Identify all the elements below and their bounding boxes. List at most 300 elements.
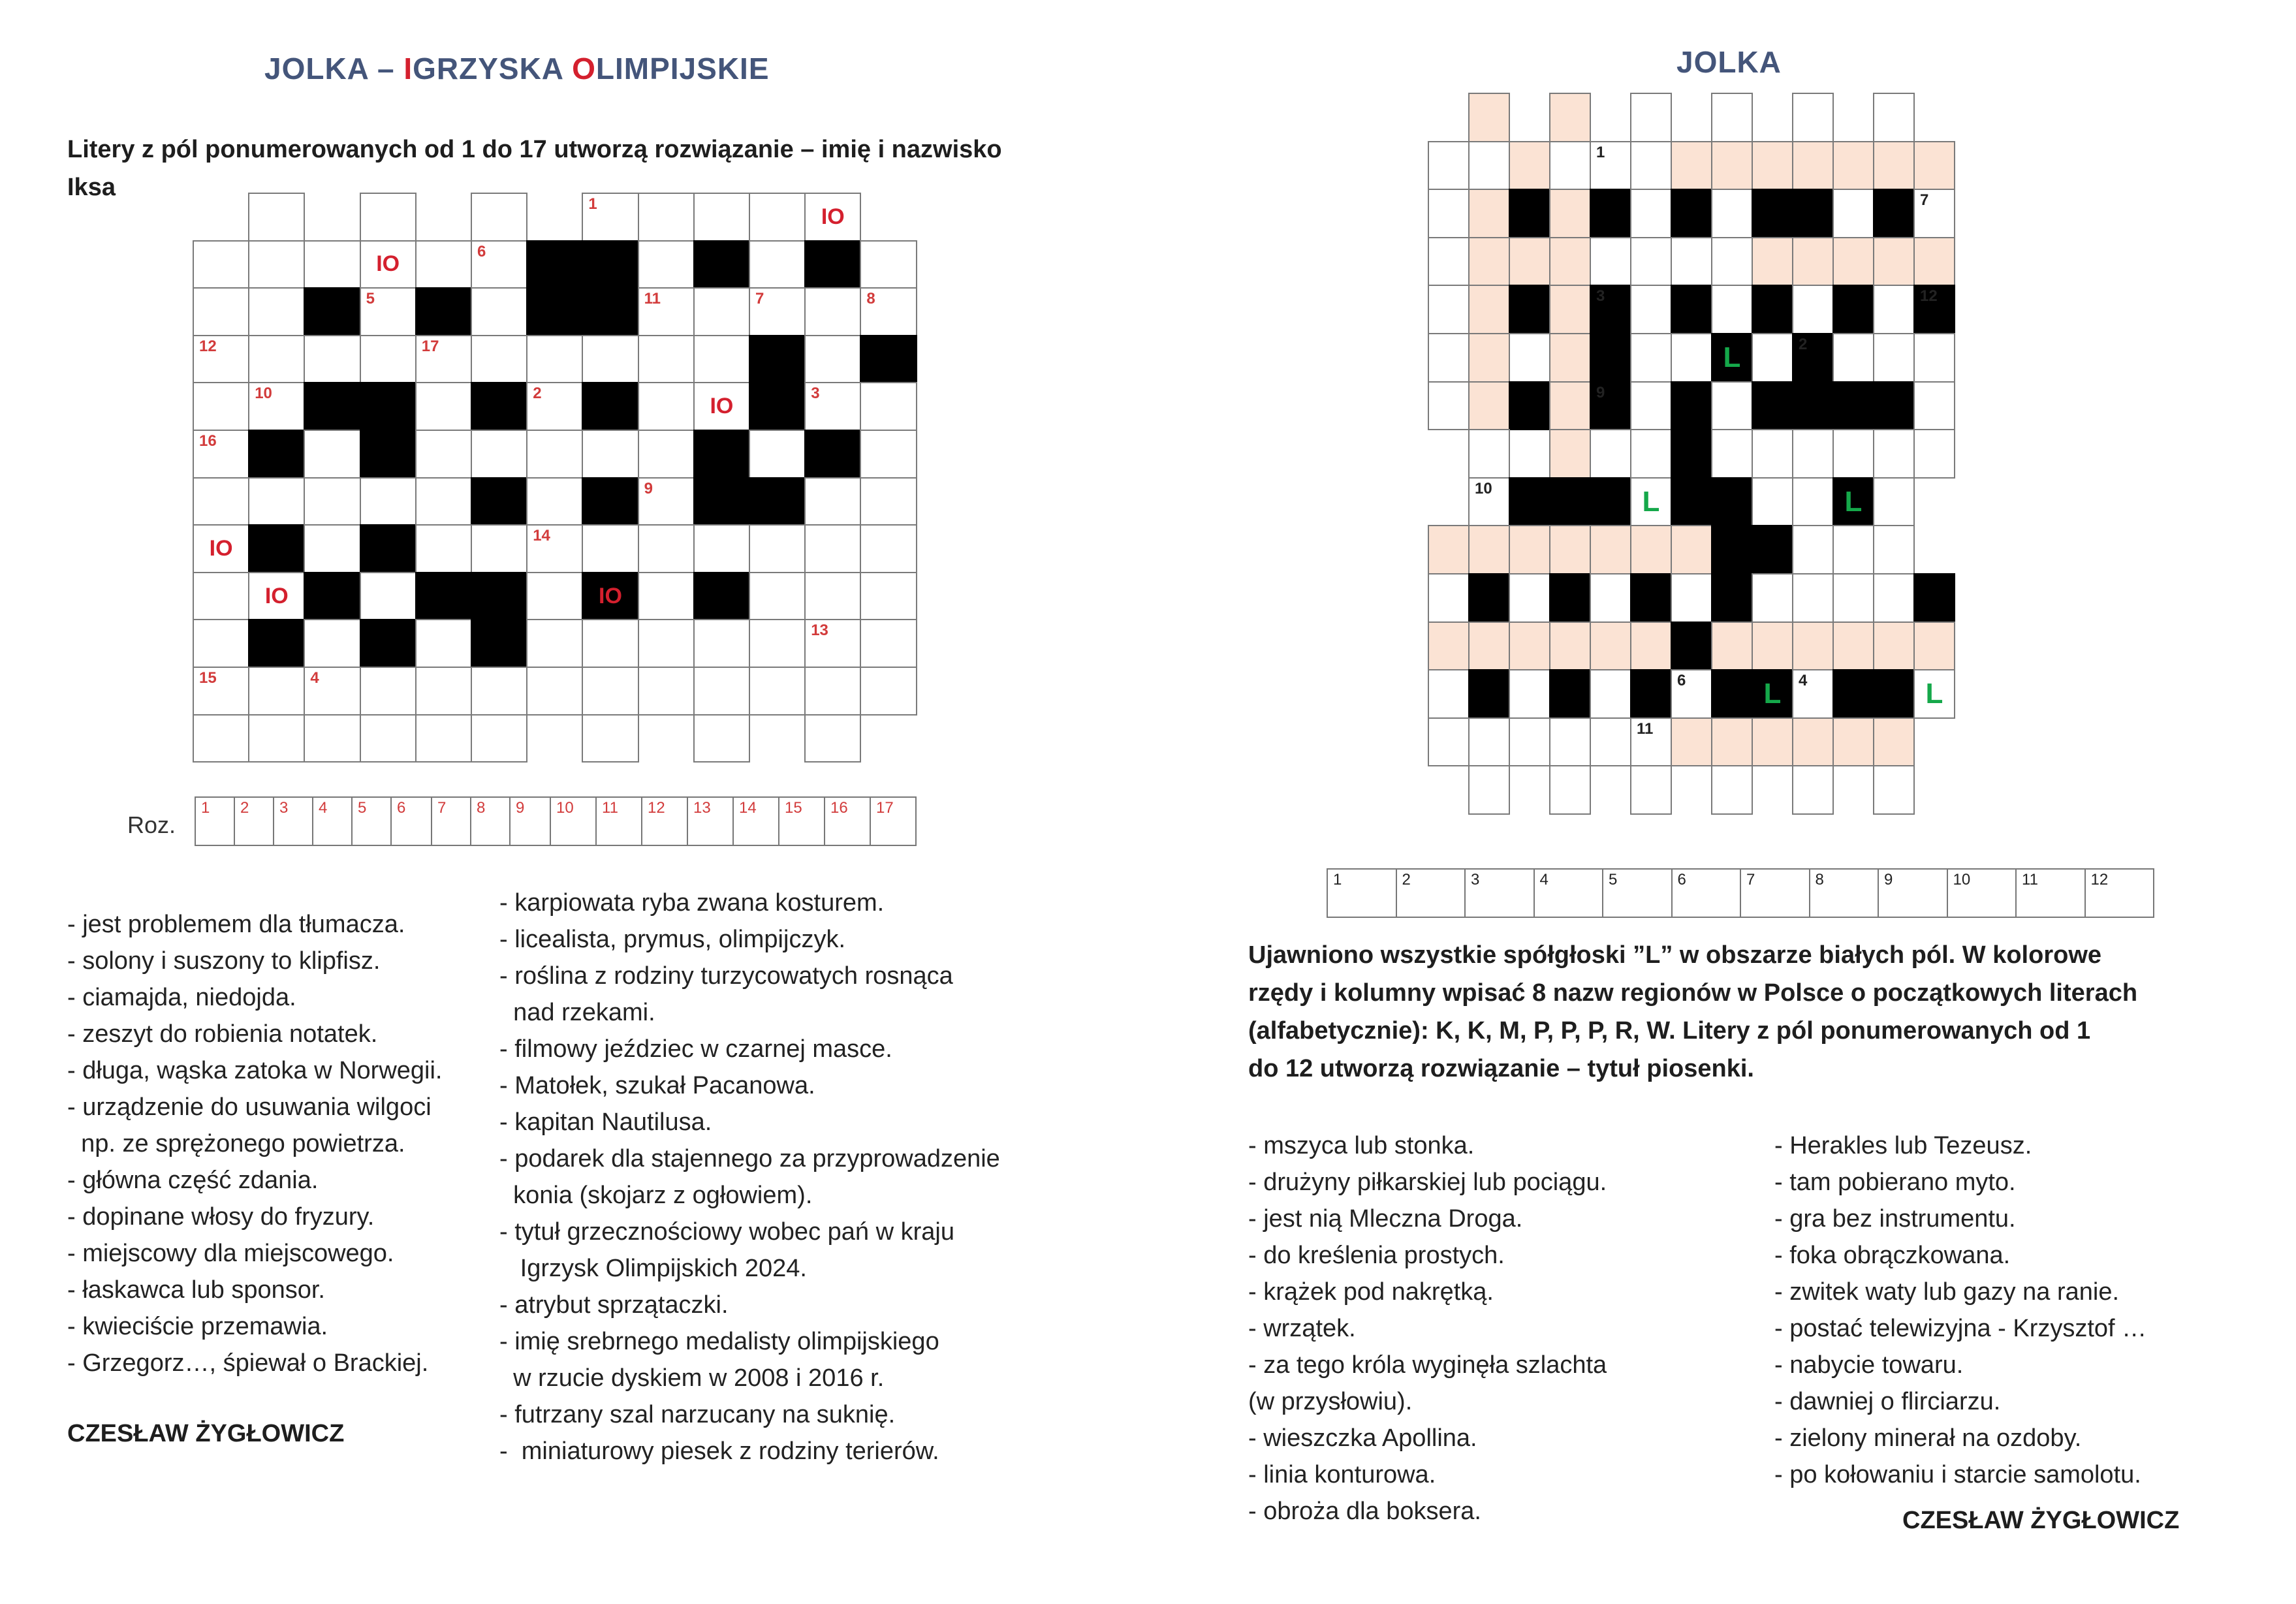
grid-cell[interactable] — [1549, 717, 1591, 767]
colored-cell[interactable] — [1671, 141, 1712, 191]
grid-cell[interactable] — [638, 382, 695, 431]
grid-cell[interactable] — [1671, 237, 1712, 287]
grid-cell[interactable] — [1792, 477, 1834, 527]
grid-cell[interactable] — [471, 287, 527, 336]
colored-cell[interactable] — [1711, 621, 1753, 671]
grid-cell[interactable] — [415, 240, 472, 289]
grid-cell[interactable] — [1428, 141, 1470, 191]
black-cell — [1549, 669, 1591, 719]
grid-cell[interactable] — [248, 477, 305, 526]
grid-cell[interactable] — [749, 619, 806, 668]
grid-cell[interactable] — [248, 714, 305, 763]
grid-cell[interactable] — [1873, 285, 1915, 334]
grid-cell[interactable] — [304, 667, 360, 716]
solution-number: 5 — [1609, 871, 1618, 888]
grid-cell[interactable] — [1468, 141, 1510, 191]
colored-cell[interactable] — [1752, 237, 1793, 287]
grid-cell[interactable] — [1913, 333, 1955, 383]
grid-cell[interactable] — [1832, 573, 1874, 623]
cell-number: 8 — [866, 290, 875, 308]
grid-cell[interactable] — [1711, 93, 1753, 142]
grid-cell[interactable] — [1509, 717, 1550, 767]
grid-cell[interactable] — [471, 335, 527, 384]
grid-cell[interactable] — [638, 619, 695, 668]
grid-cell[interactable] — [860, 287, 917, 336]
grid-cell[interactable] — [1428, 237, 1470, 287]
clue-line: - futrzany szal narzucany na suknię. — [499, 1401, 896, 1428]
grid-cell[interactable] — [415, 335, 472, 384]
black-cell — [1509, 381, 1550, 431]
clue-line: - za tego króla wyginęła szlachta — [1248, 1351, 1607, 1379]
l-marker: L — [1723, 341, 1741, 373]
grid-cell[interactable] — [1509, 573, 1550, 623]
grid-cell[interactable] — [1428, 285, 1470, 334]
grid-cell[interactable] — [638, 430, 695, 479]
grid-cell[interactable] — [1630, 93, 1672, 142]
grid-cell[interactable] — [360, 240, 417, 289]
grid-cell[interactable] — [1913, 429, 1955, 479]
grid-cell[interactable] — [1428, 333, 1470, 383]
grid-cell[interactable] — [1873, 525, 1915, 574]
grid-cell[interactable] — [526, 667, 583, 716]
grid-cell[interactable] — [1832, 525, 1874, 574]
grid-cell[interactable] — [1873, 765, 1915, 815]
colored-cell[interactable] — [1549, 333, 1591, 383]
colored-cell[interactable] — [1671, 717, 1712, 767]
grid-cell[interactable] — [526, 524, 583, 573]
grid-cell[interactable] — [1832, 333, 1874, 383]
grid-cell[interactable] — [804, 477, 861, 526]
colored-cell[interactable] — [1509, 237, 1550, 287]
colored-cell[interactable] — [1549, 525, 1591, 574]
colored-cell[interactable] — [1752, 717, 1793, 767]
grid-cell[interactable] — [1711, 189, 1753, 238]
grid-cell[interactable] — [693, 667, 750, 716]
grid-cell[interactable] — [804, 287, 861, 336]
grid-cell[interactable] — [1913, 189, 1955, 238]
grid-cell[interactable] — [1468, 477, 1510, 527]
grid-cell[interactable] — [526, 335, 583, 384]
grid-cell[interactable] — [1468, 717, 1510, 767]
grid-cell[interactable] — [1428, 381, 1470, 431]
colored-cell[interactable] — [1792, 717, 1834, 767]
colored-cell[interactable] — [1711, 717, 1753, 767]
grid-cell[interactable] — [526, 572, 583, 621]
grid-cell[interactable] — [415, 430, 472, 479]
grid-cell[interactable] — [1913, 669, 1955, 719]
grid-cell[interactable] — [360, 477, 417, 526]
solution-cell[interactable] — [595, 796, 642, 846]
grid-cell[interactable] — [1711, 285, 1753, 334]
grid-cell[interactable] — [248, 382, 305, 431]
solution-cell[interactable] — [870, 796, 917, 846]
black-cell — [248, 619, 305, 668]
grid-cell[interactable] — [360, 193, 417, 242]
solution-cell[interactable] — [1740, 868, 1810, 918]
clue-line: - roślina z rodziny turzycowatych rosnąca — [499, 962, 953, 990]
colored-cell[interactable] — [1509, 141, 1550, 191]
grid-cell[interactable] — [415, 382, 472, 431]
grid-cell[interactable] — [1671, 669, 1712, 719]
grid-cell[interactable] — [193, 619, 249, 668]
solution-cell[interactable] — [1878, 868, 1948, 918]
grid-cell[interactable] — [1428, 669, 1470, 719]
solution-cell[interactable] — [732, 796, 779, 846]
grid-cell[interactable] — [638, 193, 695, 242]
grid-cell[interactable] — [360, 572, 417, 621]
colored-cell[interactable] — [1873, 621, 1915, 671]
solution-cell[interactable] — [641, 796, 688, 846]
grid-cell[interactable] — [304, 477, 360, 526]
colored-cell[interactable] — [1630, 621, 1672, 671]
grid-cell[interactable] — [804, 667, 861, 716]
grid-cell[interactable] — [248, 240, 305, 289]
colored-cell[interactable] — [1468, 333, 1510, 383]
grid-cell[interactable] — [1630, 381, 1672, 431]
grid-cell[interactable] — [1509, 669, 1550, 719]
grid-cell[interactable] — [1630, 333, 1672, 383]
solution-cell[interactable] — [509, 796, 551, 846]
grid-cell[interactable] — [471, 240, 527, 289]
grid-cell[interactable] — [248, 193, 305, 242]
grid-cell[interactable] — [1590, 717, 1631, 767]
colored-cell[interactable] — [1711, 141, 1753, 191]
grid-cell[interactable] — [1832, 429, 1874, 479]
grid-cell[interactable] — [1549, 765, 1591, 815]
colored-cell[interactable] — [1549, 429, 1591, 479]
grid-cell[interactable] — [526, 382, 583, 431]
grid-cell[interactable] — [360, 335, 417, 384]
colored-cell[interactable] — [1468, 285, 1510, 334]
grid-cell[interactable] — [582, 714, 638, 763]
colored-cell[interactable] — [1549, 381, 1591, 431]
grid-cell[interactable] — [693, 335, 750, 384]
solution-cell[interactable] — [687, 796, 734, 846]
solution-cell[interactable] — [1671, 868, 1742, 918]
colored-cell[interactable] — [1549, 285, 1591, 334]
cell-number: 13 — [811, 621, 828, 640]
grid-cell[interactable] — [1468, 765, 1510, 815]
black-cell — [1590, 285, 1631, 334]
grid-cell[interactable] — [1671, 573, 1712, 623]
solution-cell[interactable] — [273, 796, 313, 846]
grid-cell[interactable] — [860, 430, 917, 479]
grid-cell[interactable] — [248, 287, 305, 336]
grid-cell[interactable] — [1468, 429, 1510, 479]
grid-cell[interactable] — [860, 477, 917, 526]
grid-cell[interactable] — [1549, 141, 1591, 191]
solution-number: 15 — [785, 799, 802, 817]
grid-cell[interactable] — [804, 524, 861, 573]
clue-line: - postać telewizyjna - Krzysztof … — [1774, 1315, 2147, 1342]
black-cell — [693, 430, 750, 479]
grid-cell[interactable] — [1630, 765, 1672, 815]
grid-cell[interactable] — [860, 572, 917, 621]
colored-cell[interactable] — [1468, 189, 1510, 238]
grid-cell[interactable] — [860, 619, 917, 668]
grid-cell[interactable] — [248, 667, 305, 716]
solution-number: 8 — [1815, 871, 1824, 888]
grid-cell[interactable] — [415, 619, 472, 668]
grid-cell[interactable] — [248, 572, 305, 621]
grid-cell[interactable] — [193, 335, 249, 384]
grid-cell[interactable] — [582, 430, 638, 479]
grid-cell[interactable] — [415, 667, 472, 716]
colored-cell[interactable] — [1549, 189, 1591, 238]
colored-cell[interactable] — [1468, 621, 1510, 671]
grid-cell[interactable] — [582, 524, 638, 573]
grid-cell[interactable] — [1873, 93, 1915, 142]
colored-cell[interactable] — [1832, 141, 1874, 191]
grid-cell[interactable] — [804, 193, 861, 242]
clue-line: nad rzekami. — [499, 999, 655, 1026]
colored-cell[interactable] — [1468, 381, 1510, 431]
grid-cell[interactable] — [1752, 573, 1793, 623]
solution-cell[interactable] — [195, 796, 235, 846]
grid-cell[interactable] — [193, 430, 249, 479]
grid-cell[interactable] — [1873, 573, 1915, 623]
colored-cell[interactable] — [1913, 141, 1955, 191]
grid-cell[interactable] — [1752, 477, 1793, 527]
grid-cell[interactable] — [1792, 525, 1834, 574]
grid-cell[interactable] — [1832, 189, 1874, 238]
colored-cell[interactable] — [1509, 621, 1550, 671]
grid-cell[interactable] — [415, 477, 472, 526]
grid-cell[interactable] — [1630, 189, 1672, 238]
grid-cell[interactable] — [1590, 141, 1631, 191]
grid-cell[interactable] — [193, 240, 249, 289]
colored-cell[interactable] — [1468, 237, 1510, 287]
grid-cell[interactable] — [193, 477, 249, 526]
grid-cell[interactable] — [693, 619, 750, 668]
grid-cell[interactable] — [1428, 717, 1470, 767]
grid-cell[interactable] — [360, 667, 417, 716]
grid-cell[interactable] — [360, 287, 417, 336]
l-marker: L — [1763, 677, 1782, 710]
clue-line: (w przysłowiu). — [1248, 1388, 1413, 1415]
grid-cell[interactable] — [193, 287, 249, 336]
grid-cell[interactable] — [804, 714, 861, 763]
solution-cell[interactable] — [351, 796, 392, 846]
colored-cell[interactable] — [1549, 237, 1591, 287]
colored-cell[interactable] — [1873, 717, 1915, 767]
solution-cell[interactable] — [312, 796, 353, 846]
grid-cell[interactable] — [1792, 93, 1834, 142]
colored-cell[interactable] — [1752, 621, 1793, 671]
grid-cell[interactable] — [582, 667, 638, 716]
colored-cell[interactable] — [1832, 621, 1874, 671]
cell-number: 1 — [588, 195, 597, 213]
colored-cell[interactable] — [1832, 237, 1874, 287]
grid-cell[interactable] — [804, 335, 861, 384]
grid-cell[interactable] — [1711, 237, 1753, 287]
grid-cell[interactable] — [1711, 765, 1753, 815]
grid-cell[interactable] — [749, 287, 806, 336]
grid-cell[interactable] — [582, 193, 638, 242]
colored-cell[interactable] — [1468, 93, 1510, 142]
grid-cell[interactable] — [749, 667, 806, 716]
solution-cell[interactable] — [778, 796, 825, 846]
solution-cell[interactable] — [1396, 868, 1466, 918]
grid-cell[interactable] — [1792, 669, 1834, 719]
grid-cell[interactable] — [1630, 717, 1672, 767]
grid-cell[interactable] — [471, 667, 527, 716]
grid-cell[interactable] — [1590, 669, 1631, 719]
colored-cell[interactable] — [1792, 141, 1834, 191]
solution-cell[interactable] — [390, 796, 432, 846]
black-cell — [804, 240, 861, 289]
grid-cell[interactable] — [526, 477, 583, 526]
solution-cell[interactable] — [2084, 868, 2155, 918]
grid-cell[interactable] — [638, 667, 695, 716]
grid-cell[interactable] — [1792, 285, 1834, 334]
grid-cell[interactable] — [471, 193, 527, 242]
grid-cell[interactable] — [749, 572, 806, 621]
grid-cell[interactable] — [638, 524, 695, 573]
colored-cell[interactable] — [1792, 237, 1834, 287]
grid-cell[interactable] — [304, 524, 360, 573]
grid-cell[interactable] — [749, 240, 806, 289]
grid-cell[interactable] — [1752, 429, 1793, 479]
grid-cell[interactable] — [749, 430, 806, 479]
grid-cell[interactable] — [638, 572, 695, 621]
grid-cell[interactable] — [1792, 429, 1834, 479]
grid-cell[interactable] — [1873, 429, 1915, 479]
solution-cell[interactable] — [1602, 868, 1673, 918]
grid-cell[interactable] — [582, 335, 638, 384]
grid-cell[interactable] — [248, 335, 305, 384]
grid-cell[interactable] — [1630, 429, 1672, 479]
grid-cell[interactable] — [471, 430, 527, 479]
colored-cell[interactable] — [1671, 525, 1712, 574]
grid-cell[interactable] — [1509, 333, 1550, 383]
grid-cell[interactable] — [749, 193, 806, 242]
grid-cell[interactable] — [860, 382, 917, 431]
colored-cell[interactable] — [1590, 621, 1631, 671]
colored-cell[interactable] — [1428, 525, 1470, 574]
grid-cell[interactable] — [304, 240, 360, 289]
grid-cell[interactable] — [638, 477, 695, 526]
grid-cell[interactable] — [1792, 573, 1834, 623]
grid-cell[interactable] — [304, 335, 360, 384]
colored-cell[interactable] — [1549, 621, 1591, 671]
grid-cell[interactable] — [693, 524, 750, 573]
grid-cell[interactable] — [415, 714, 472, 763]
grid-cell[interactable] — [360, 714, 417, 763]
colored-cell[interactable] — [1630, 525, 1672, 574]
colored-cell[interactable] — [1590, 525, 1631, 574]
grid-cell[interactable] — [1873, 477, 1915, 527]
grid-cell[interactable] — [193, 667, 249, 716]
solution-cell[interactable] — [1464, 868, 1535, 918]
grid-cell[interactable] — [1792, 765, 1834, 815]
solution-cell[interactable] — [431, 796, 471, 846]
grid-cell[interactable] — [1671, 333, 1712, 383]
colored-cell[interactable] — [1509, 525, 1550, 574]
colored-cell[interactable] — [1468, 525, 1510, 574]
grid-cell[interactable] — [693, 714, 750, 763]
colored-cell[interactable] — [1913, 621, 1955, 671]
grid-cell[interactable] — [1873, 333, 1915, 383]
grid-cell[interactable] — [693, 193, 750, 242]
grid-cell[interactable] — [638, 287, 695, 336]
grid-cell[interactable] — [1913, 381, 1955, 431]
grid-cell[interactable] — [526, 619, 583, 668]
colored-cell[interactable] — [1428, 621, 1470, 671]
grid-cell[interactable] — [1428, 189, 1470, 238]
grid-cell[interactable] — [193, 382, 249, 431]
grid-cell[interactable] — [1630, 477, 1672, 527]
grid-cell[interactable] — [860, 524, 917, 573]
grid-cell[interactable] — [1590, 237, 1631, 287]
grid-cell[interactable] — [1630, 285, 1672, 334]
grid-cell[interactable] — [304, 714, 360, 763]
solution-cell[interactable] — [470, 796, 511, 846]
colored-cell[interactable] — [1792, 621, 1834, 671]
solution-cell[interactable] — [550, 796, 597, 846]
grid-cell[interactable] — [638, 335, 695, 384]
solution-number: 14 — [739, 799, 757, 817]
solution-cell[interactable] — [1809, 868, 1879, 918]
grid-cell[interactable] — [804, 382, 861, 431]
grid-cell[interactable] — [1711, 429, 1753, 479]
grid-cell[interactable] — [193, 572, 249, 621]
solution-cell[interactable] — [234, 796, 274, 846]
left-title-part: LIMPIJSKIE — [595, 52, 770, 86]
colored-cell[interactable] — [1913, 237, 1955, 287]
solution-cell[interactable] — [824, 796, 871, 846]
grid-cell[interactable] — [1590, 573, 1631, 623]
right-instruction-line: Ujawniono wszystkie spółgłoski ”L” w obszarze białych pól. W kolorowe — [1248, 941, 2102, 969]
solution-cell[interactable] — [1327, 868, 1397, 918]
grid-cell[interactable] — [1630, 237, 1672, 287]
grid-cell[interactable] — [693, 382, 750, 431]
grid-cell[interactable] — [582, 619, 638, 668]
colored-cell[interactable] — [1873, 141, 1915, 191]
colored-cell[interactable] — [1832, 717, 1874, 767]
colored-cell[interactable] — [1873, 237, 1915, 287]
colored-cell[interactable] — [1752, 141, 1793, 191]
grid-cell[interactable] — [860, 667, 917, 716]
cell-number: 6 — [1677, 672, 1686, 690]
grid-cell[interactable] — [193, 524, 249, 573]
grid-cell[interactable] — [860, 240, 917, 289]
grid-cell[interactable] — [471, 524, 527, 573]
grid-cell[interactable] — [804, 619, 861, 668]
grid-cell[interactable] — [1711, 381, 1753, 431]
solution-cell[interactable] — [1947, 868, 2017, 918]
grid-cell[interactable] — [471, 714, 527, 763]
black-cell — [1590, 333, 1631, 383]
grid-cell[interactable] — [1752, 333, 1793, 383]
grid-cell[interactable] — [693, 287, 750, 336]
black-cell — [1671, 381, 1712, 431]
colored-cell[interactable] — [1549, 93, 1591, 142]
grid-cell[interactable] — [1428, 573, 1470, 623]
black-cell — [1509, 189, 1550, 238]
solution-cell[interactable] — [2015, 868, 2086, 918]
grid-cell[interactable] — [1590, 429, 1631, 479]
solution-cell[interactable] — [1533, 868, 1604, 918]
grid-cell[interactable] — [804, 572, 861, 621]
grid-cell[interactable] — [415, 524, 472, 573]
grid-cell[interactable] — [749, 524, 806, 573]
grid-cell[interactable] — [304, 619, 360, 668]
grid-cell[interactable] — [304, 430, 360, 479]
grid-cell[interactable] — [193, 714, 249, 763]
grid-cell[interactable] — [638, 240, 695, 289]
grid-cell[interactable] — [526, 430, 583, 479]
